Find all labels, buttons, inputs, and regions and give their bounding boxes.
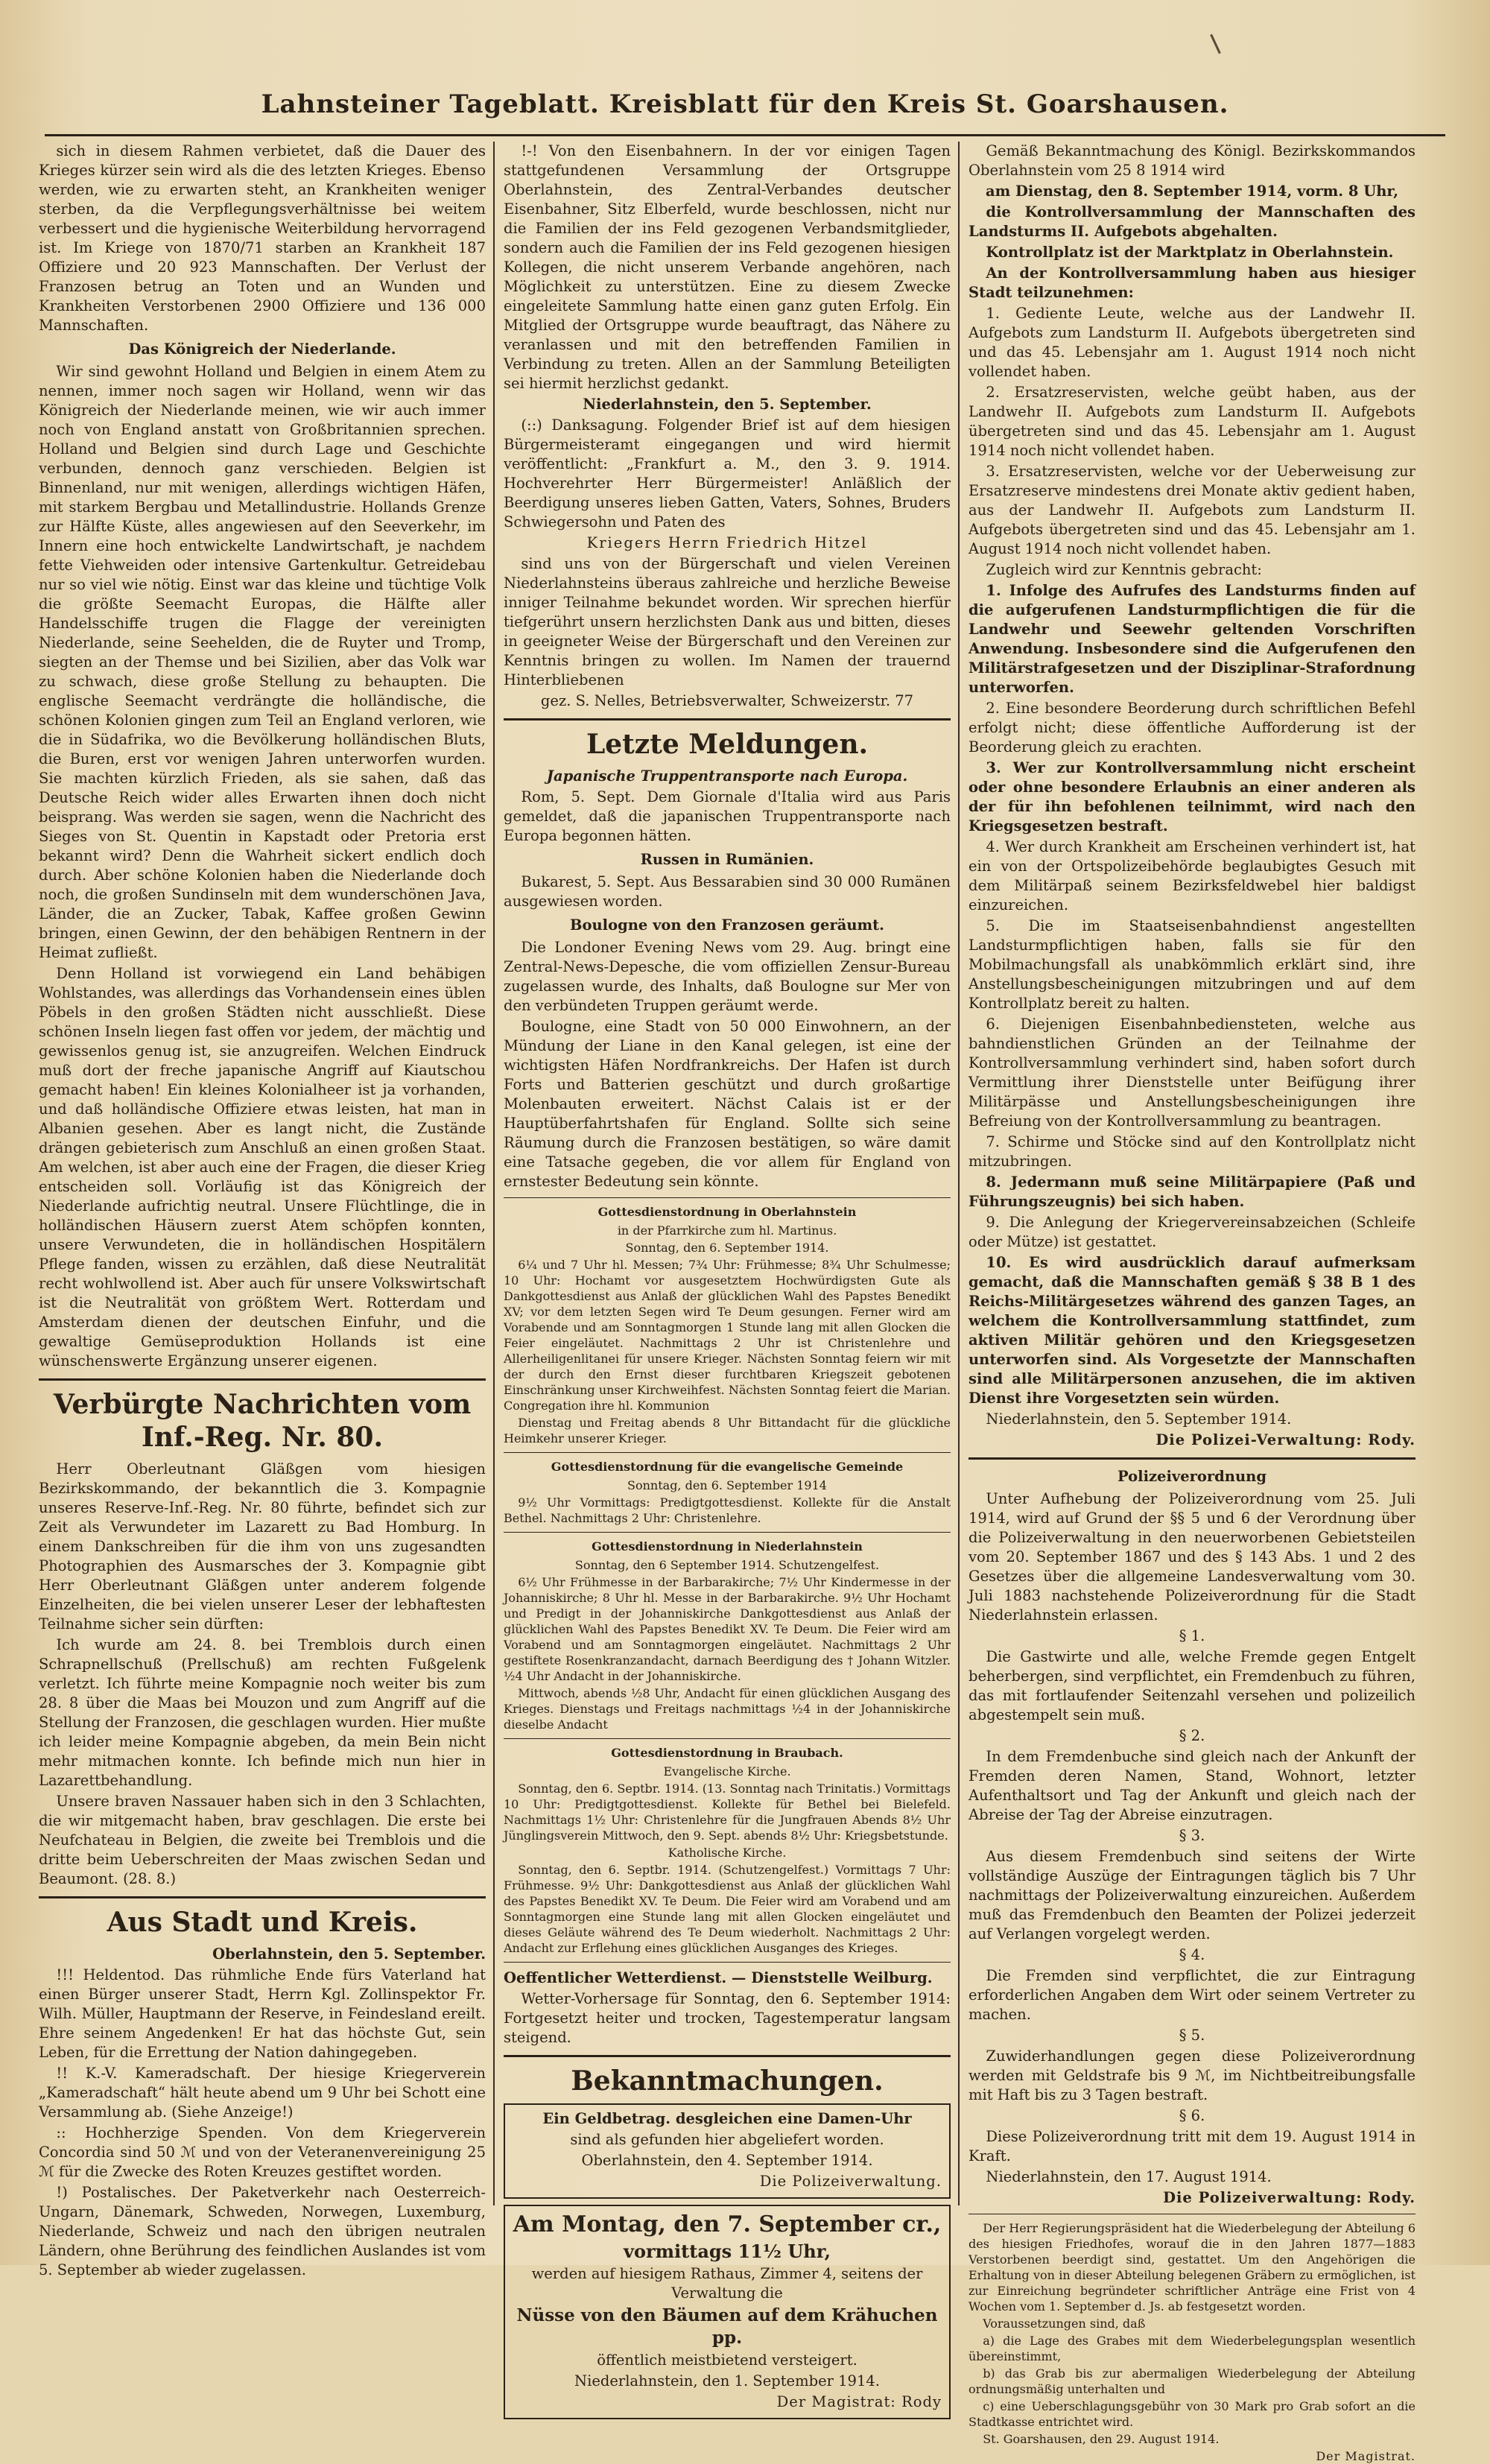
paragraph: Unsere braven Nassauer haben sich in den 3 Schlachten, die wir mitgemacht haben, brav geschlagen. Die erste bei Neufchateau in Belgien, die zweite bei Tremblois und die dritte beim Ueberschreiten der Maas zwischen Sedan und Beaumont. (28. 8.) [39, 1793, 486, 1887]
article-heading: Das Königreich der Niederlande. [128, 341, 396, 358]
paragraph: Bukarest, 5. Sept. Aus Bessarabien sind 30 000 Rumänen ausgewiesen worden. [504, 873, 951, 910]
section-number: § 2. [1179, 1727, 1205, 1744]
paragraph: 6¼ und 7 Uhr hl. Messen; 7¾ Uhr: Frühmesse; 8¾ Uhr Schulmesse; 10 Uhr: Hochamt vor ausgesetztem Hochwürdigsten Gute als Dankgottesdienst aus Anlaß der glücklichen Wahl des Papstes Benedikt XV; vor dem letzten Segen wird Te Deum gesungen. Ferner wird am Vorabende und am Sonntagmorgen 1 Stunde lang mit allen Glocken die Feier eingeläutet. Nachmittags 2 Uhr ist Christenlehre und Allerheiligenlitanei für unsere Krieger. Nächsten Sonntag feiern wir mit der durch den Ernst dieser furchtbaren Kriegszeit gebotenen Einschränkung unser Kirchweihfest. Nächsten Sonntag feiert die Marian. Congregation ihre hl. Kommunion [504, 1258, 951, 1413]
section-heading: Letzte Meldungen. [586, 729, 869, 760]
paragraph: Zuwiderhandlungen gegen diese Polizeiverordnung werden mit Geldstrafe bis 9 ℳ, im Nichtbeitreibungsfalle mit Haft bis zu 3 Tagen bestraft. [968, 2047, 1416, 2103]
paragraph: Die Londoner Evening News vom 29. Aug. bringt eine Zentral-News-Depesche, die vom offiziellen Zensur-Bureau zugelassen wurde, des Inhalts, daß Boulogne sur Mer von den verbündeten Truppen geräumt werde. [504, 939, 951, 1014]
section-number: § 6. [1179, 2107, 1205, 2124]
pencil-mark [1210, 34, 1221, 54]
divider [504, 1738, 951, 1739]
paragraph: :: Hochherzige Spenden. Von dem Kriegerverein Concordia sind 50 ℳ und von der Veteranenvereinigung 25 ℳ für die Zwecke des Roten Kreuzes gestiftet worden. [39, 2124, 486, 2180]
list-item: 2. Eine besondere Beorderung durch schriftlichen Befehl erfolgt nicht; diese öffentliche Aufforderung ist der Beorderung gleich zu erachten. [968, 700, 1416, 756]
list-item: 3. Ersatzreservisten, welche vor der Ueberweisung zur Ersatzreserve mindestens drei Monate aktiv gedient haben, aus der Landwehr II. Aufgebots zum Landsturm II. Aufgebots übergetreten sind und das 45. Lebensjahr am 1. August 1914 noch nicht vollendet haben. [968, 463, 1416, 557]
paragraph: In dem Fremdenbuche sind gleich nach der Ankunft der Fremden deren Namen, Stand, Wohnort, letzter Aufenthaltsort und Tag der Ankunft und gleich nach der Abreise der Tag der Abreise einzutragen. [968, 1748, 1416, 1823]
column-rule [493, 142, 495, 2205]
notice-heading: Gottesdienstordnung für die evangelische Gemeinde [551, 1460, 904, 1474]
list-item: 6. Diejenigen Eisenbahnbediensteten, welche aus bahndienstlichen Gründen an der Teilnahme der Kontrollversammlung verhindert sind, haben sofort durch Vermittlung ihrer Dienststelle unter Beifügung ihrer Militärpässe und Anstellungsbescheinigungen ihre Befreiung von der Kontrollversammlung zu beantragen. [968, 1016, 1416, 1130]
paragraph: Unter Aufhebung der Polizeiverordnung vom 25. Juli 1914, wird auf Grund der §§ 5 und 6 der Verordnung über die Polizeiverwaltung in den neuerworbenen Gebietsteilen vom 20. September 1867 und des § 143 Abs. 1 und 2 des Gesetzes über die allgemeine Landesverwaltung vom 30. Juli 1883 nachstehende Polizeiverordnung für die Stadt Niederlahnstein erlassen. [968, 1490, 1416, 1624]
signature: Die Polizeiverwaltung. [759, 2173, 942, 2190]
auction-items: Nüsse von den Bäumen auf dem Krähuchen pp. [516, 2305, 938, 2348]
column-3 [968, 142, 1416, 2463]
paragraph: 6½ Uhr Frühmesse in der Barbarakirche; 7½ Uhr Kindermesse in der Johanniskirche; 8 Uhr hl. Messe in der Barbarakirche. 9½ Uhr Hochamt und Predigt in der Johanniskirche Dankgottesdienst aus Anlaß der glücklichen Wahl des Papstes Benedikt XV. Te Deum. Die Feier wird am Vorabend und am Sonntagmorgen eingeläutet. Nachmittags 2 Uhr gestiftete Rosenkranzandacht, darnach Beerdigung des † Johann Witzler. ½4 Uhr Andacht in der Johanniskirche. [504, 1575, 951, 1683]
paragraph: !) Postalisches. Der Paketverkehr nach Oesterreich-Ungarn, Dänemark, Schweden, Norwegen, Luxemburg, Niederlande, Schweiz und nach den übrigen neutralen Ländern, ohne Berührung des feindlichen Auslandes ist vom 5. September ab wieder zugelassen. [39, 2184, 486, 2278]
masthead: Lahnsteiner Tageblatt. Kreisblatt für den Kreis St. Goarshausen. [45, 89, 1445, 136]
news-heading: Boulogne von den Franzosen geräumt. [570, 916, 884, 934]
paragraph: Herr Oberleutnant Gläßgen vom hiesigen Bezirkskommando, der bekanntlich die 3. Kompagnie unseres Reserve-Inf.-Reg. Nr. 80 führte, befindet sich zur Zeit als Verwundeter im Lazarett zu Bad Homburg. In einem Dankschreiben für die ihm von uns zugesandten Photographien des Ausmarsches der 3. Kompagnie gibt Herr Oberleutnant Gläßgen unter anderem folgende Einzelheiten, die bei vielen unserer Leser der lebhaftesten Teilnahme sicher sein dürften: [39, 1460, 486, 1632]
list-item: 8. Jedermann muß seine Militärpapiere (Paß und Führungszeugnis) bei sich haben. [968, 1174, 1416, 1210]
section-number: § 3. [1179, 1827, 1205, 1844]
column-2 [504, 142, 951, 2410]
section-divider [39, 1378, 486, 1381]
paragraph: Rom, 5. Sept. Dem Giornale d'Italia wird aus Paris gemeldet, daß die japanischen Truppentransporte nach Europa begonnen hätten. [504, 788, 951, 844]
weather-heading: Oeffentlicher Wetterdienst. — Dienststelle Weilburg. [504, 1969, 933, 1986]
paragraph: sind uns von der Bürgerschaft und vielen Vereinen Niederlahnsteins überaus zahlreiche und herzliche Beweise inniger Teilnahme bekundet worden. Wir sprechen hierfür tiefgerührt unsern herzlichsten Dank aus und bitten, dieses in geeigneter Weise der Bürgerschaft und den Vereinen zur Kenntnis bringen zu wollen. Im Namen der trauernd Hinterbliebenen [504, 555, 951, 688]
article-continuation: sich in diesem Rahmen verbietet, daß die Dauer des Krieges kürzer sein wird als die des letzten Krieges. Ebenso werden, wie zu erwarten steht, an Krankheiten weniger sterben, da die Verpflegungsverhältnisse bei weitem verbessert und die hygienische Weiterbildung hervorragend ist. Im Kriege von 1870/71 starben an Krankheit 187 Offiziere und 20 923 Mannschaften. Der Verlust der Franzosen betrug an Toten und an Wunden und Krankheiten Verstorbenen 2900 Offiziere und 136 000 Mannschaften. [39, 142, 486, 334]
announcement-title: Am Montag, den 7. September cr., [513, 2211, 942, 2237]
section-divider [504, 2055, 951, 2057]
list-item: a) die Lage des Grabes mit dem Wiederbelegungsplan wesentlich übereinstimmt, [968, 2334, 1416, 2363]
dateline: Niederlahnstein, den 5. September 1914. [986, 1410, 1292, 1428]
paragraph: Sonntag, den 6. Septbr. 1914. (Schutzengelfest.) Vormittags 7 Uhr: Frühmesse. 9½ Uhr: Dankgottesdienst aus Anlaß der glücklichen Wahl des Papstes Benedikt XV. Te Deum. Die Feier wird am Vorabend und am Sonntagmorgen eine Stunde lang mit allen Glocken eingeläutet und dieses Geläute während des Te Deum wiederholt. Nachmittags 2 Uhr: Andacht zur Erflehung eines glücklichen Ausganges des Krieges. [504, 1863, 951, 1955]
news-heading: Japanische Truppentransporte nach Europa. [546, 767, 908, 785]
notice-heading: Gottesdienstordnung in Oberlahnstein [597, 1205, 857, 1219]
section-number: § 5. [1179, 2027, 1205, 2044]
paragraph: Mittwoch, abends ½8 Uhr, Andacht für einen glücklichen Ausgang des Krieges. Dienstags und Freitags nachmittags ½4 in der Johanniskirche dieselbe Andacht [504, 1686, 951, 1732]
notice-heading: Polizeiverordnung [1118, 1468, 1266, 1485]
column-rule [958, 142, 960, 2205]
paragraph: Dienstag und Freitag abends 8 Uhr Bittandacht für die glückliche Heimkehr unserer Krieger. [504, 1416, 951, 1445]
announcement-box [504, 2205, 951, 2419]
deceased-name: Kriegers Herrn Friedrich Hitzel [586, 534, 868, 551]
list-item: 7. Schirme und Stöcke sind auf den Kontrollplatz nicht mitzubringen. [968, 1133, 1416, 1170]
list-item: 9. Die Anlegung der Kriegervereinsabzeichen (Schleife oder Mütze) ist gestattet. [968, 1214, 1416, 1250]
dateline: Niederlahnstein, den 17. August 1914. [986, 2168, 1272, 2185]
divider [504, 1962, 951, 1963]
paragraph: Die Gastwirte und alle, welche Fremde gegen Entgelt beherbergen, sind verpflichtet, ein Fremdenbuch zu führen, das mit fortlaufender Seitenzahl versehen und polizeilich abgestempelt sein muß. [968, 1648, 1416, 1723]
paragraph: Diese Polizeiverordnung tritt mit dem 19. August 1914 in Kraft. [968, 2128, 1416, 2164]
paragraph: Ich wurde am 24. 8. bei Tremblois durch einen Schrapnellschuß (Prellschuß) am rechten Fußgelenk verletzt. Ich führte meine Kompagnie noch weiter bis zum 28. 8 über die Maas bei Mouzon und zum Angriff auf die Stellung der Franzosen, die geschlagen wurden. Hier mußte ich leider meine Kompagnie abgeben, da mein Bein nicht mehr mitmachen konnte. Ich befinde mich nun hier in Lazarettbehandlung. [39, 1636, 486, 1789]
signature: Die Polizeiverwaltung: Rody. [1163, 2189, 1416, 2206]
paragraph: (::) Danksagung. Folgender Brief ist auf dem hiesigen Bürgermeisteramt eingegangen und wird hiermit veröffentlicht: „Frankfurt a. M., den 3. 9. 1914. Hochverehrter Herr Bürgermeister! Anläßlich der Beerdigung unseres lieben Gatten, Vaters, Sohnes, Bruders Schwiegersohn und Paten des [504, 417, 951, 531]
paragraph: !! K.-V. Kameradschaft. Der hiesige Kriegerverein „Kameradschaft“ hält heute abend um 9 Uhr bei Schott eine Versammlung ab. (Siehe Anzeige!) [39, 2065, 486, 2121]
list-item: 1. Infolge des Aufrufes des Landsturms finden auf die aufgerufenen Landsturmpflichtigen die für die Landwehr und Seewehr geltenden Vorschriften Anwendung. Insbesondere sind die Aufgerufenen den Militärstrafgesetzen und der Disziplinar-Strafordnung unterworfen. [968, 582, 1416, 696]
list-item: 2. Ersatzreservisten, welche geübt haben, aus der Landwehr II. Aufgebots zum Landsturm II. Aufgebots übergetreten sind und das 45. Lebensjahr am 1. August 1914 noch nicht vollendet haben. [968, 384, 1416, 459]
notice-date: Sonntag, den 6 September 1914. Schutzengelfest. [574, 1558, 880, 1572]
section-divider [504, 718, 951, 720]
notice-subheading: Katholische Kirche. [668, 1846, 787, 1860]
list-item: c) eine Ueberschlagungsgebühr von 30 Mark pro Grab sofort an die Stadtkasse entrichtet wird. [968, 2399, 1416, 2429]
list-item: 10. Es wird ausdrücklich darauf aufmerksam gemacht, daß die Mannschaften gemäß § 38 B 1 des Reichs-Militärgesetzes während des ganzen Tages, an welchem die Kontrollversammlung stattfindet, zum aktiven Militär gehören und den Kriegsgesetzen unterworfen sind. Als Vorgesetzte der Mannschaften sind alle Militärpersonen anzusehen, die im aktiven Dienst ihre Vorgesetzten sein würden. [968, 1254, 1416, 1407]
announcement-title: Ein Geldbetrag. desgleichen eine Damen-Uhr [542, 2110, 912, 2127]
paragraph: Der Herr Regierungspräsident hat die Wiederbelegung der Abteilung 6 des hiesigen Friedhofes, worauf die in den Jahren 1877—1883 Verstorbenen beerdigt sind, gestattet. Um den Angehörigen die Erhaltung von in dieser Abteilung belegenen Gräbern zu ermöglichen, ist zur Einreichung begründeter schriftlicher Anträge eine Frist von 4 Wochen vom 1. September d. Js. ab festgesetzt worden. [968, 2221, 1416, 2313]
paragraph: Wir sind gewohnt Holland und Belgien in einem Atem zu nennen, immer noch sagen wir Holland, wenn wir das Königreich der Niederlande meinen, wie wir auch immer noch von England anstatt von Großbritannien sprechen. Holland und Belgien sind durch Lage und Geschichte verbunden, dennoch ganz verschieden. Belgien ist Binnenland, nur mit wenigen, allerdings wichtigen Häfen, mit starkem Bergbau und Metallindustrie. Hollands Grenze zur Hälfte Küste, alles angewiesen auf den Seeverkehr, im Innern eine hoch entwickelte Landwirtschaft, je nachdem fette Viehweiden oder intensive Gartenkultur. Getreidebau nur so viel wie nötig. Einst war das kleine und tüchtige Volk die größte Seemacht Europas, die Hälfte aller Handelsschiffe trugen die Flagge der vereinigten Niederlande, seine Seehelden, die de Ruyter und Tromp, siegten an der Themse und bei Sizilien, aber das Volk war zu schwach, diese große Stellung zu behaupten. Die englische Seemacht verdrängte die holländische, die schönen Kolonien gingen zum Teil an England verloren, wie die in Südafrika, wo die Bevölkerung holländischen Bluts, die Buren, erst vor wenigen Jahren unterworfen wurden. Sie machten kürzlich Frieden, als sie sahen, daß das Deutsche Reich wider alles Erwarten ihnen doch nicht beisprang. Was werden sie sagen, wenn die Nachricht des Sieges von St. Quentin in Kapstadt oder Pretoria erst bekannt wird? Denn die Wahrheit sickert endlich doch durch. Aber schöne Kolonien haben die Niederlande doch noch, die großen Sundinseln mit dem wunderschönen Java, Länder, die an Zucker, Tabak, Kaffee großen Gewinn bringen, einen Gewinn, der den behäbigen Rentnern in der Heimat zufließt. [39, 363, 486, 961]
section-divider [968, 1457, 1416, 1460]
signature: gez. S. Nelles, Betriebsverwalter, Schweizerstr. 77 [540, 692, 914, 709]
signature: Der Magistrat: Rody [776, 2393, 942, 2410]
list-item: 5. Die im Staatseisenbahndienst angestellten Landsturmpflichtigen haben, falls sie für den Mobilmachungsfall als unabkömmlich erklärt sind, ihre Anstellungsbescheinigungen mitzubringen und auf dem Kontrollplatz bereit zu halten. [968, 917, 1416, 1012]
section-number: § 4. [1179, 1946, 1205, 1963]
paragraph: !!! Heldentod. Das rühmliche Ende fürs Vaterland hat einen Bürger unserer Stadt, Herrn Kgl. Zollinspektor Fr. Wilh. Müller, Hauptmann der Reserve, in Feindesland ereilt. Ehre seinem Angedenken! Er hat das höchste Gut, sein Leben, für die Errettung der Nation dahingegeben. [39, 1966, 486, 2061]
signature: Die Polizei-Verwaltung: Rody. [1155, 1431, 1416, 1448]
notice-subheading: Evangelische Kirche. [663, 1764, 791, 1779]
dateline: Oberlahnstein, den 4. September 1914. [581, 2152, 873, 2169]
news-heading: Russen in Rumänien. [640, 851, 814, 868]
paragraph: Aus diesem Fremdenbuch sind seitens der Wirte vollständige Auszüge der Eintragungen täglich bis 7 Uhr nachmittags der Polizeiverwaltung einzureichen. Außerdem muß das Fremdenbuch den Beamten der Polizei jederzeit auf Verlangen vorgelegt werden. [968, 1848, 1416, 1942]
column-1 [39, 142, 486, 2278]
paragraph: Zugleich wird zur Kenntnis gebracht: [986, 561, 1262, 578]
notice-heading: Gottesdienstordnung in Braubach. [611, 1746, 843, 1760]
announcement-box [504, 2103, 951, 2199]
dateline: Niederlahnstein, den 1. September 1914. [574, 2372, 880, 2389]
divider [504, 1532, 951, 1533]
signature: Der Magistrat. [1316, 2449, 1416, 2463]
event-date: am Dienstag, den 8. September 1914, vorm. 8 Uhr, [985, 183, 1399, 200]
dateline: Oberlahnstein, den 5. September. [212, 1945, 486, 1963]
paragraph: Gemäß Bekanntmachung des Königl. Bezirkskommandos Oberlahnstein vom 25 8 1914 wird [968, 142, 1416, 179]
dateline: Niederlahnstein, den 5. September. [583, 396, 872, 413]
paragraph: Boulogne, eine Stadt von 50 000 Einwohnern, an der Mündung der Liane in den Kanal gelegen, ist eine der wichtigsten Häfen Nordfrankreichs. Der Hafen ist durch Forts und Batterien geschützt und durch großartige Molenbauten erweitert. Nächst Calais ist er der Hauptüberfahrtshafen für England. Sollte sich seine Räumung durch die Franzosen bestätigen, so wäre damit eine Tatsache gegeben, die vor allem für England von ernstester Bedeutung sein könnte. [504, 1018, 951, 1190]
paragraph: Voraussetzungen sind, daß [983, 2316, 1146, 2331]
divider [504, 1197, 951, 1198]
section-divider [39, 1896, 486, 1898]
paragraph: Kontrollplatz ist der Marktplatz in Oberlahnstein. [986, 244, 1394, 261]
section-heading: Verbürgte Nachrichten vom Inf.-Reg. Nr. 80. [53, 1389, 472, 1453]
paragraph: werden auf hiesigem Rathaus, Zimmer 4, seitens der Verwaltung die [531, 2265, 923, 2302]
announcement-time: vormittags 11½ Uhr, [624, 2240, 831, 2262]
list-item: 4. Wer durch Krankheit am Erscheinen verhindert ist, hat ein von der Ortspolizeibehörde beglaubigtes Gesuch mit dem Militärpaß seinem Bezirksfeldwebel hier baldigst einzureichen. [968, 838, 1416, 913]
paragraph: 9½ Uhr Vormittags: Predigtgottesdienst. Kollekte für die Anstalt Bethel. Nachmittags 2 Uhr: Christenlehre. [504, 1495, 951, 1525]
paragraph: Die Fremden sind verpflichtet, die zur Eintragung erforderlichen Angaben dem Wirt oder seinem Vertreter zu machen. [968, 1967, 1416, 2023]
paragraph: die Kontrollversammlung der Mannschaften des Landsturms II. Aufgebots abgehalten. [968, 203, 1416, 240]
paragraph: Sonntag, den 6. Septbr. 1914. (13. Sonntag nach Trinitatis.) Vormittags 10 Uhr: Predigtgottesdienst. Kollekte für Bethel bei Bielefeld. Nachmittags 1½ Uhr: Christenlehre für die Jungfrauen Abends 8½ Uhr Jünglingsverein Mittwoch, den 9. Sept. abends 8½ Uhr: Kriegsbetstunde. [504, 1782, 951, 1843]
paragraph: !-! Von den Eisenbahnern. In der vor einigen Tagen stattgefundenen Versammlung der Ortsgruppe Oberlahnstein, des Zentral-Verbandes deutscher Eisenbahner, Sitz Elberfeld, wurde beschlossen, nicht nur die Familien der ins Feld gezogenen Verbandsmitglieder, sondern auch die Familien der ins Feld gezogenen hiesigen Kollegen, die nicht unserem Verbande angehören, nach Möglichkeit zu unterstützen. Eine zu diesem Zwecke eingeleitete Sammlung hatte einen ganz guten Erfolg. Ein Mitglied der Ortsgruppe wurde beauftragt, das Nähere zu veranlassen und mit den betreffenden Familien in Verbindung zu treten. Allen an der Sammlung Beteiligten sei hiermit herzlichst gedankt. [504, 142, 951, 392]
paragraph: Denn Holland ist vorwiegend ein Land behäbigen Wohlstandes, was allerdings das Vorhandensein eines üblen Pöbels in den großen Städten nicht ausschließt. Diese schönen Inseln liegen fast offen vor jedem, der mächtig und gewissenlos genug ist, sie anzugreifen. Welchen Eindruck muß dort der freche japanische Angriff auf Kiautschou gemacht haben! Ein kleines Kolonialheer ist ja vorhanden, und daß holländische Offiziere etwas leisten, hat man in Albanien gesehen. Aber es langt nicht, die Zustände drängen gebieterisch zum Anschluß an einen großen Staat. Am welchen, ist aber auch eine der Fragen, die dieser Krieg entscheiden soll. Vorläufig ist das Königreich der Niederlande aufrichtig neutral. Unsere Flüchtlinge, die in holländischen Häusern zuerst Atem schöpfen konnten, unsere Verwundeten, die in holländischen Hospitälern Pflege fanden, wissen zu erzählen, daß diese Neutralität recht wohlwollend ist. Aber auch für unsere Volkswirtschaft ist die Neutralität von größtem Wert. Rotterdam und Amsterdam dienen der deutschen Einfuhr, und die gewaltige Gemüseproduktion Hollands ist eine wünschenswerte Ergänzung unserer eigenen. [39, 965, 486, 1369]
section-number: § 1. [1179, 1627, 1205, 1644]
list-item: 1. Gediente Leute, welche aus der Landwehr II. Aufgebots zum Landsturm II. Aufgebots übergetreten sind und das 45. Lebensjahr am 1. August 1914 noch nicht vollendet haben. [968, 305, 1416, 380]
paragraph: sind als gefunden hier abgeliefert worden. [570, 2131, 884, 2148]
notice-date: Sonntag, den 6. September 1914. [625, 1241, 829, 1255]
notice-date: Sonntag, den 6. September 1914 [627, 1478, 827, 1492]
dateline: St. Goarshausen, den 29. August 1914. [983, 2432, 1220, 2446]
notice-heading: Gottesdienstordnung in Niederlahnstein [592, 1539, 863, 1554]
notice-subheading: in der Pfarrkirche zum hl. Martinus. [617, 1223, 837, 1238]
section-heading: Aus Stadt und Kreis. [107, 1907, 418, 1938]
paragraph: An der Kontrollversammlung haben aus hiesiger Stadt teilzunehmen: [968, 265, 1416, 301]
list-item: 3. Wer zur Kontrollversammlung nicht erscheint oder ohne besondere Erlaubnis an einer anderen als der für ihn befohlenen teilnimmt, wird nach den Kriegsgesetzen bestraft. [968, 759, 1416, 834]
list-item: b) das Grab bis zur abermaligen Wiederbelegung der Abteilung ordnungsmäßig unterhalten und [968, 2366, 1416, 2396]
section-heading: Bekanntmachungen. [571, 2065, 884, 2097]
paragraph: öffentlich meistbietend versteigert. [597, 2351, 857, 2369]
weather-forecast: Wetter-Vorhersage für Sonntag, den 6. September 1914: Fortgesetzt heiter und trocken, Tagestemperatur langsam steigend. [504, 1990, 951, 2046]
divider [504, 1452, 951, 1453]
